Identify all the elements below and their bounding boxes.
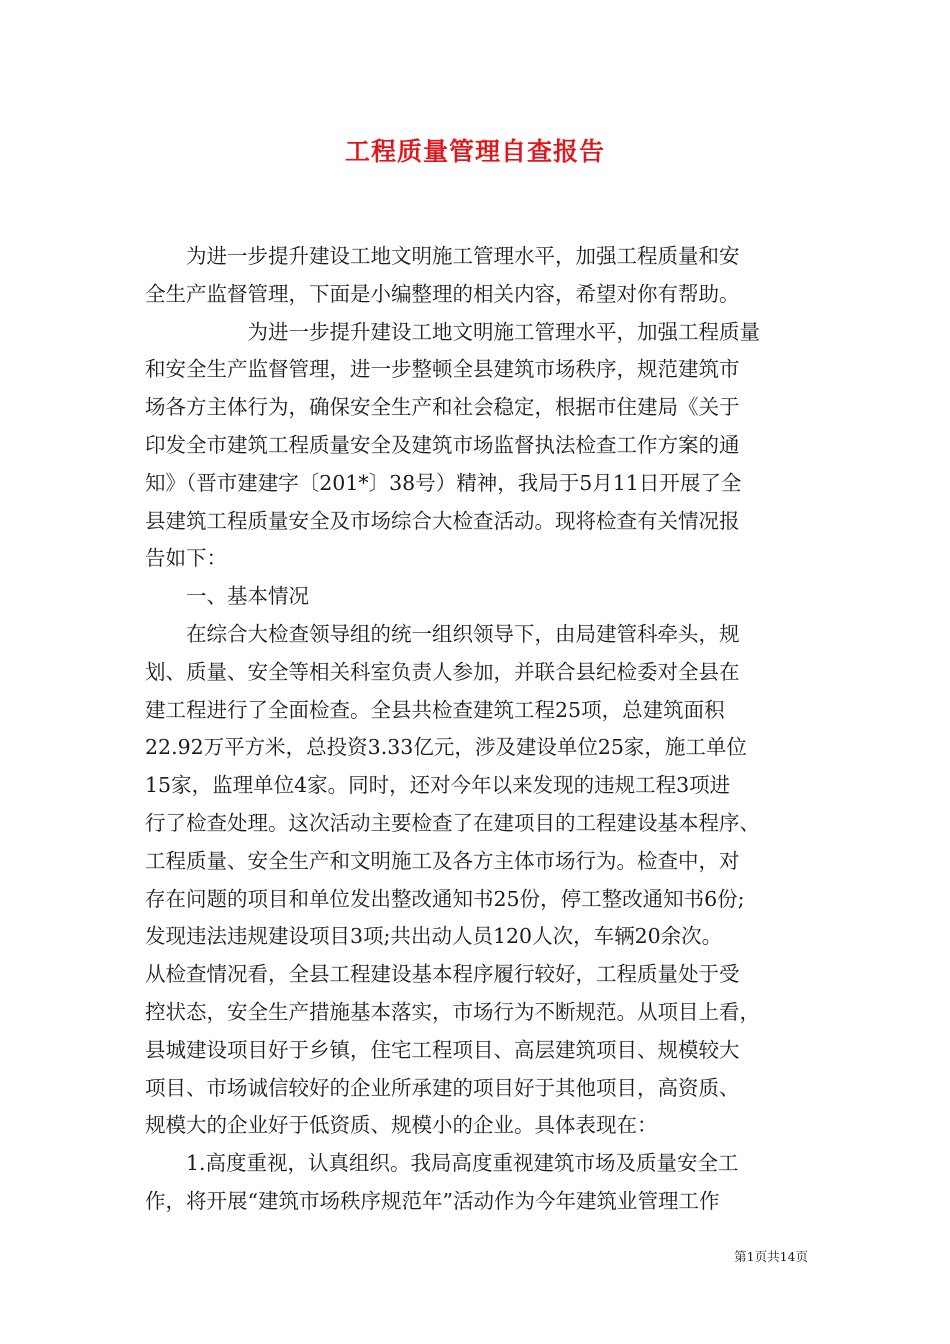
body-line: 印发全市建筑工程质量安全及建筑市场监督执法检查工作方案的通 bbox=[145, 432, 740, 457]
section-heading: 一、基本情况 bbox=[145, 584, 309, 609]
body-line: 行了检查处理。这次活动主要检查了在建项目的工程建设基本程序、 bbox=[145, 810, 760, 835]
body-line: 15家，监理单位4家。同时，还对今年以来发现的违规工程3项进 bbox=[145, 773, 731, 798]
body-line: 作，将开展“建筑市场秩序规范年”活动作为今年建筑业管理工作 bbox=[145, 1188, 720, 1213]
body-line: 和安全生产监督管理，进一步整顿全县建筑市场秩序，规范建筑市 bbox=[145, 357, 740, 382]
body-line: 工程质量、安全生产和文明施工及各方主体市场行为。检查中，对 bbox=[145, 848, 740, 873]
intro-line: 为进一步提升建设工地文明施工管理水平，加强工程质量和安 bbox=[145, 244, 740, 268]
body-line: 1.高度重视，认真组织。我局高度重视建筑市场及质量安全工 bbox=[145, 1151, 739, 1176]
body-line: 告如下： bbox=[145, 546, 227, 571]
body-line: 县建筑工程质量安全及市场综合大检查活动。现将检查有关情况报 bbox=[145, 508, 740, 533]
body-line: 在综合大检查领导组的统一组织领导下，由局建管科牵头，规 bbox=[145, 621, 740, 646]
body-line: 知》（晋市建建字〔201*〕38号）精神，我局于5月11日开展了全 bbox=[145, 470, 742, 495]
intro-line: 全生产监督管理，下面是小编整理的相关内容，希望对你有帮助。 bbox=[145, 281, 740, 306]
body-line: 22.92万平方米，总投资3.33亿元，涉及建设单位25家，施工单位 bbox=[145, 735, 747, 760]
body-line: 控状态，安全生产措施基本落实，市场行为不断规范。从项目上看， bbox=[145, 999, 760, 1024]
body-line: 县城建设项目好于乡镇，住宅工程项目、高层建筑项目、规模较大 bbox=[145, 1037, 740, 1062]
body-line: 发现违法违规建设项目3项;共出动人员120人次，车辆20余次。 bbox=[145, 924, 723, 949]
document-body bbox=[145, 238, 807, 1221]
body-line: 从检查情况看，全县工程建设基本程序履行较好，工程质量处于受 bbox=[145, 962, 740, 987]
body-line: 建工程进行了全面检查。全县共检查建筑工程25项，总建筑面积 bbox=[145, 697, 725, 722]
document-title: 工程质量管理自查报告 bbox=[344, 137, 605, 166]
page-number-footer: 第1页共14页 bbox=[734, 1249, 808, 1264]
body-line: 存在问题的项目和单位发出整改通知书25份，停工整改通知书6份; bbox=[145, 886, 745, 911]
body-line: 规模大的企业好于低资质、规模小的企业。具体表现在： bbox=[145, 1113, 658, 1138]
body-line: 项目、市场诚信较好的企业所承建的项目好于其他项目，高资质、 bbox=[145, 1075, 740, 1100]
body-line: 为进一步提升建设工地文明施工管理水平，加强工程质量 bbox=[145, 319, 760, 344]
body-line: 场各方主体行为，确保安全生产和社会稳定，根据市住建局《关于 bbox=[145, 395, 740, 420]
body-line: 划、质量、安全等相关科室负责人参加，并联合县纪检委对全县在 bbox=[145, 659, 740, 684]
